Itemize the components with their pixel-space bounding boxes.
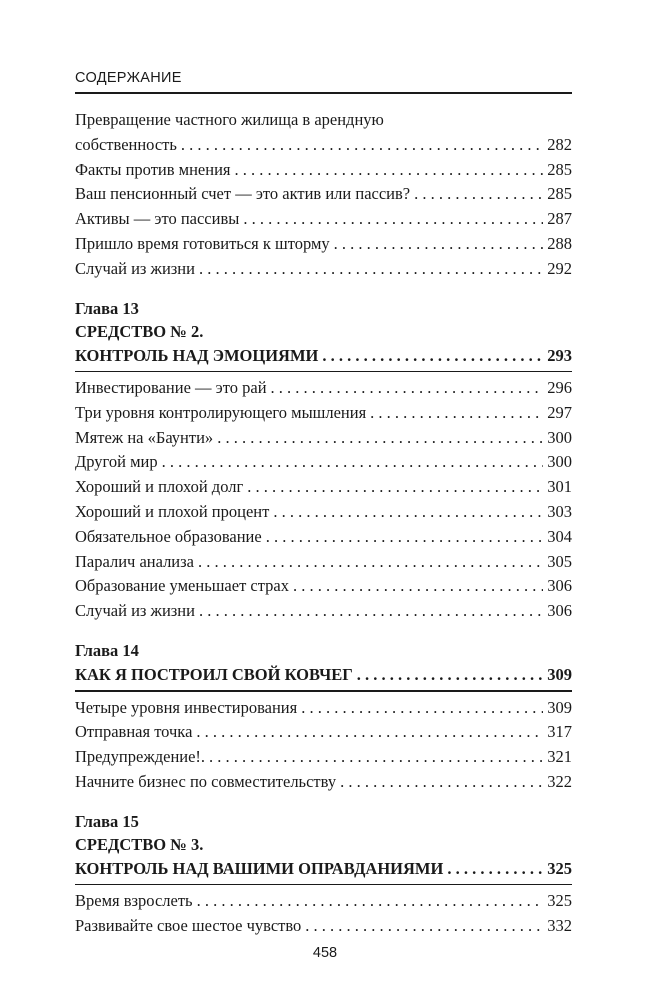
toc-entry-line xyxy=(75,232,572,257)
dot-leader xyxy=(197,889,544,914)
toc-entry[interactable] xyxy=(75,257,572,282)
toc-entry-line xyxy=(75,599,572,624)
toc-entry-line xyxy=(75,401,572,426)
intro-entries xyxy=(75,108,572,282)
dot-leader xyxy=(162,450,544,475)
dot-leader xyxy=(198,550,543,575)
toc-entry-page: 322 xyxy=(547,771,572,791)
chapter-title: КАК Я ПОСТРОИЛ СВОЙ КОВЧЕГ xyxy=(75,665,353,685)
toc-entry-line xyxy=(75,889,572,914)
dot-leader xyxy=(266,525,544,550)
toc-entry-line xyxy=(75,550,572,575)
toc-entry-page: 321 xyxy=(547,747,572,767)
chapter-block xyxy=(75,297,572,373)
toc-entry-line xyxy=(75,525,572,550)
toc-entry[interactable] xyxy=(75,182,572,207)
toc-entry[interactable] xyxy=(75,426,572,451)
toc-entry-page: 292 xyxy=(547,258,572,278)
toc-entry[interactable] xyxy=(75,475,572,500)
toc-entry-page: 306 xyxy=(547,601,572,621)
toc-entry[interactable] xyxy=(75,599,572,624)
dot-leader xyxy=(370,401,543,426)
toc-entry[interactable] xyxy=(75,207,572,232)
toc-content xyxy=(75,108,572,939)
chapter-page: 325 xyxy=(547,858,572,878)
toc-entry-title: собственность xyxy=(75,134,177,154)
toc-entry[interactable] xyxy=(75,232,572,257)
toc-entry-title: Активы — это пассивы xyxy=(75,209,240,229)
chapter-rule xyxy=(75,884,572,886)
toc-entry[interactable] xyxy=(75,574,572,599)
toc-entry-title: Три уровня контролирующего мышления xyxy=(75,402,367,422)
toc-entry-title: Случай из жизни xyxy=(75,601,195,621)
toc-entry-page: 285 xyxy=(547,184,572,204)
toc-entry-title: Образование уменьшает страх xyxy=(75,576,289,596)
toc-entry-title: Ваш пенсионный счет — это актив или пассив? xyxy=(75,184,411,204)
toc-entry-page: 325 xyxy=(547,891,572,911)
toc-entry[interactable] xyxy=(75,745,572,770)
toc-entry-line xyxy=(75,158,572,183)
chapter-title-line[interactable] xyxy=(75,343,572,369)
chapter-rule xyxy=(75,371,572,373)
toc-entry-line xyxy=(75,450,572,475)
toc-entry-line xyxy=(75,257,572,282)
toc-entry-title: Факты против мнения xyxy=(75,159,231,179)
toc-entry-page: 301 xyxy=(547,477,572,497)
toc-entry[interactable] xyxy=(75,550,572,575)
dot-leader xyxy=(247,475,543,500)
toc-entry-line xyxy=(75,770,572,795)
toc-entry-title: Четыре уровня инвестирования xyxy=(75,697,298,717)
dot-leader xyxy=(199,599,543,624)
toc-entry-title: Развивайте свое шестое чувство xyxy=(75,916,302,936)
dot-leader xyxy=(447,856,543,882)
toc-entry-line xyxy=(75,475,572,500)
dot-leader xyxy=(217,426,543,451)
toc-entry[interactable] xyxy=(75,770,572,795)
toc-entry-page: 309 xyxy=(547,697,572,717)
dot-leader xyxy=(181,133,543,158)
dot-leader xyxy=(340,770,543,795)
toc-entry[interactable] xyxy=(75,376,572,401)
toc-entry-title: Начните бизнес по совместительству xyxy=(75,771,337,791)
chapter-rule xyxy=(75,690,572,692)
toc-entry[interactable] xyxy=(75,500,572,525)
toc-entry-line xyxy=(75,574,572,599)
chapter-label: Глава 15 xyxy=(75,811,139,831)
dot-leader xyxy=(199,257,543,282)
chapter-label: Глава 13 xyxy=(75,298,139,318)
dot-leader xyxy=(243,207,543,232)
toc-entry-title: Паралич анализа xyxy=(75,551,194,571)
toc-entry[interactable] xyxy=(75,450,572,475)
toc-entry[interactable] xyxy=(75,889,572,914)
dot-leader xyxy=(301,696,543,721)
toc-entry[interactable] xyxy=(75,696,572,721)
chapter-subtitle: СРЕДСТВО № 2. xyxy=(75,321,204,341)
toc-entry-title: Хороший и плохой процент xyxy=(75,502,270,522)
toc-entry-page: 300 xyxy=(547,427,572,447)
toc-entry-line xyxy=(75,696,572,721)
toc-entry-title: Хороший и плохой долг xyxy=(75,477,244,497)
toc-entry[interactable] xyxy=(75,525,572,550)
chapter-title-line[interactable] xyxy=(75,662,572,688)
dot-leader xyxy=(235,158,544,183)
toc-entry-page: 282 xyxy=(547,134,572,154)
toc-entry-title: Время взрослеть xyxy=(75,891,193,911)
toc-entry[interactable] xyxy=(75,914,572,939)
toc-entry-page: 285 xyxy=(547,159,572,179)
running-header: СОДЕРЖАНИЕ xyxy=(75,70,182,86)
toc-entry-title: Пришло время готовиться к шторму xyxy=(75,233,330,253)
chapter-title-line[interactable] xyxy=(75,856,572,882)
toc-entry-page: 296 xyxy=(547,378,572,398)
toc-entry-line xyxy=(75,745,572,770)
toc-entry-line xyxy=(75,207,572,232)
dot-leader xyxy=(357,662,543,688)
toc-entry-title: Отправная точка xyxy=(75,722,193,742)
header-rule xyxy=(75,92,572,94)
dot-leader xyxy=(334,232,544,257)
toc-entry-line xyxy=(75,914,572,939)
dot-leader xyxy=(414,182,543,207)
toc-entry-page: 287 xyxy=(547,209,572,229)
toc-entry[interactable] xyxy=(75,108,572,158)
dot-leader xyxy=(273,500,543,525)
toc-entry-title: Случай из жизни xyxy=(75,258,195,278)
toc-entry[interactable] xyxy=(75,720,572,745)
page-number: 458 xyxy=(312,945,338,961)
chapter-label: Глава 14 xyxy=(75,641,139,661)
toc-entry-page: 303 xyxy=(547,502,572,522)
toc-entry-title: Мятеж на «Баунти» xyxy=(75,427,214,447)
toc-entry-title-first-line: Превращение частного жилища в арендную xyxy=(75,110,384,129)
toc-entry-title: Обязательное образование xyxy=(75,526,262,546)
chapter-block xyxy=(75,810,572,886)
toc-entry-line xyxy=(75,133,572,158)
dot-leader xyxy=(322,343,543,369)
chapter-page: 293 xyxy=(547,345,572,365)
toc-entry-page: 332 xyxy=(547,916,572,936)
toc-entry[interactable] xyxy=(75,158,572,183)
chapter-title: КОНТРОЛЬ НАД ВАШИМИ ОПРАВДАНИЯМИ xyxy=(75,858,444,878)
dot-leader xyxy=(271,376,544,401)
toc-entry-page: 305 xyxy=(547,551,572,571)
toc-entry-page: 304 xyxy=(547,526,572,546)
toc-entry-title: Предупреждение!. xyxy=(75,747,206,767)
toc-entry-line xyxy=(75,500,572,525)
toc-entry-page: 306 xyxy=(547,576,572,596)
toc-entry-line xyxy=(75,426,572,451)
toc-entry-page: 300 xyxy=(547,452,572,472)
chapter-block xyxy=(75,639,572,692)
toc-entry-page: 317 xyxy=(547,722,572,742)
dot-leader xyxy=(209,745,543,770)
toc-entry-title: Инвестирование — это рай xyxy=(75,378,267,398)
toc-entry-line xyxy=(75,182,572,207)
dot-leader xyxy=(196,720,543,745)
chapter-subtitle: СРЕДСТВО № 3. xyxy=(75,834,204,854)
toc-entry[interactable] xyxy=(75,401,572,426)
toc-entry-line xyxy=(75,720,572,745)
toc-entry-line xyxy=(75,376,572,401)
dot-leader xyxy=(293,574,543,599)
toc-entry-title: Другой мир xyxy=(75,452,158,472)
chapter-page: 309 xyxy=(547,665,572,685)
dot-leader xyxy=(305,914,543,939)
chapters xyxy=(75,297,572,939)
toc-entry-page: 297 xyxy=(547,402,572,422)
chapter-title: КОНТРОЛЬ НАД ЭМОЦИЯМИ xyxy=(75,345,319,365)
toc-entry-page: 288 xyxy=(547,233,572,253)
